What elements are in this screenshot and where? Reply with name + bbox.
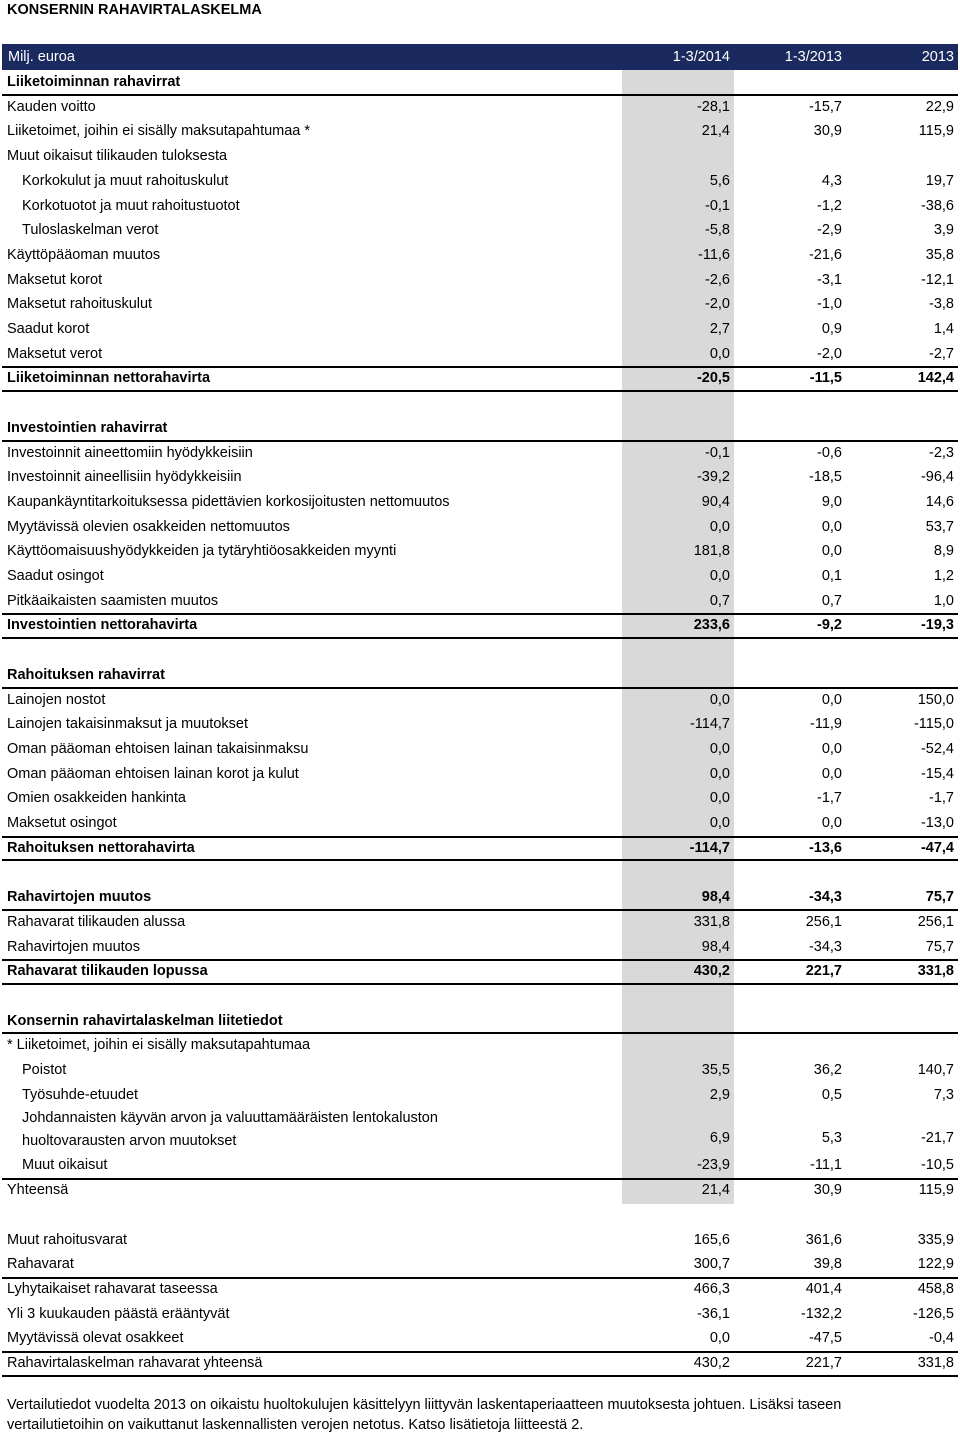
row-label: Muut oikaisut tilikauden tuloksesta [7, 148, 228, 165]
row-value-col-3: -21,7 [920, 1130, 954, 1147]
table-row [0, 169, 960, 194]
row-value-col-3: 256,1 [917, 913, 954, 930]
row-value-col-1: 0,0 [709, 568, 730, 584]
table-row-two-line [0, 1107, 960, 1154]
row-value-col-2: -132,2 [800, 1305, 842, 1322]
table-row [0, 737, 960, 762]
row-value-col-2: 256,1 [805, 913, 842, 930]
row-value-col-2: 0,7 [821, 592, 842, 609]
row-value-col-2: -13,6 [808, 839, 842, 856]
row-label: * Liiketoimet, joihin ei sisälly maksutapahtumaa [7, 1037, 311, 1054]
table-row [0, 959, 960, 984]
header-col-2013: 2013 [921, 49, 954, 65]
row-value-col-3: 7,3 [933, 1086, 954, 1103]
row-value-col-3: 458,8 [917, 1280, 954, 1297]
row-value-col-3: 22,9 [925, 98, 954, 115]
table-row [0, 712, 960, 737]
row-label: Lyhytaikaiset rahavarat taseessa [7, 1280, 218, 1297]
row-label: Käyttöpääoman muutos [7, 246, 161, 263]
table-row [0, 1083, 960, 1108]
table-row [0, 1058, 960, 1083]
row-label: Kauden voitto [7, 98, 96, 115]
header-col-1-3-2013: 1-3/2013 [784, 49, 842, 65]
row-value-col-2: -1,2 [817, 197, 842, 214]
row-label: Rahavirtalaskelman rahavarat yhteensä [7, 1355, 263, 1371]
row-value-col-1: -5,8 [705, 222, 730, 239]
table-row [0, 194, 960, 219]
row-label: Investointien rahavirrat [7, 419, 168, 436]
table-row [0, 515, 960, 540]
row-value-col-3: -0,4 [929, 1330, 954, 1347]
row-label: Oman pääoman ehtoisen lainan korot ja kulut [7, 765, 299, 782]
row-value-col-1: 0,0 [709, 1330, 730, 1347]
footnote-line-1: Vertailutiedot vuodelta 2013 on oikaistu huoltokulujen käsittelyyn liittyvän laskentaperiaatteen muutoksesta johtuen. Lisäksi taseen [7, 1397, 842, 1413]
row-value-col-3: 335,9 [917, 1231, 954, 1248]
row-value-col-1: 0,0 [709, 740, 730, 757]
row-label: Työsuhde-etuudet [22, 1086, 139, 1103]
row-value-col-3: -13,0 [920, 815, 954, 831]
table-row [0, 95, 960, 120]
row-value-col-3: 331,8 [917, 963, 954, 980]
row-value-col-3: 53,7 [925, 518, 954, 535]
row-value-col-1: -39,2 [696, 469, 730, 486]
row-value-col-3: 19,7 [925, 172, 954, 189]
footnote [7, 1395, 953, 1435]
row-value-col-1: -2,0 [705, 296, 730, 313]
row-value-col-1: 430,2 [693, 963, 730, 980]
table-row [0, 1351, 960, 1376]
spacer-row [0, 638, 960, 663]
row-value-col-3: -3,8 [929, 296, 954, 313]
row-value-col-3: -126,5 [912, 1305, 954, 1322]
row-value-col-3: -38,6 [920, 197, 954, 214]
row-label: Pitkäaikaisten saamisten muutos [7, 592, 219, 609]
table-row [0, 268, 960, 293]
row-label: Omien osakkeiden hankinta [7, 790, 186, 807]
row-value-col-3: -15,4 [920, 765, 954, 782]
row-value-col-1: 21,4 [701, 1182, 730, 1199]
row-value-col-1: 300,7 [693, 1256, 730, 1273]
table-row [0, 490, 960, 515]
row-value-col-2: -21,6 [808, 246, 842, 263]
spacer-row [0, 984, 960, 1009]
table-row [0, 885, 960, 910]
row-label: Lainojen takaisinmaksut ja muutokset [7, 716, 248, 733]
table-row [0, 70, 960, 95]
row-value-col-3: 14,6 [925, 493, 954, 510]
row-label: Korkokulut ja muut rahoituskulut [22, 172, 229, 189]
row-label: Käyttöomaisuushyödykkeiden ja tytäryhtiöosakkeiden myynti [7, 543, 397, 560]
row-value-col-1: 466,3 [693, 1280, 730, 1297]
table-row [0, 539, 960, 564]
row-value-col-1: 0,0 [709, 815, 730, 831]
row-value-col-2: -11,1 [810, 1157, 842, 1174]
row-label: Rahoituksen rahavirrat [7, 666, 165, 683]
row-value-col-2: 0,0 [821, 691, 842, 708]
row-value-col-1: 6,9 [709, 1130, 730, 1147]
row-value-col-3: -19,3 [920, 617, 954, 634]
row-value-col-3: 150,0 [917, 691, 954, 708]
row-value-col-3: 115,9 [918, 1182, 954, 1199]
row-label: Myytävissä olevien osakkeiden nettomuutos [7, 518, 290, 535]
row-value-col-1: 2,9 [709, 1086, 730, 1103]
row-value-col-2: 0,0 [821, 765, 842, 782]
table-row [0, 836, 960, 861]
row-label: Maksetut verot [7, 345, 103, 362]
row-label: Rahoituksen nettorahavirta [7, 839, 195, 856]
table-row [0, 1178, 960, 1203]
row-value-col-3: 1,0 [933, 592, 954, 609]
row-value-col-1: -28,1 [696, 98, 730, 115]
spacer-row [0, 860, 960, 885]
row-value-col-3: 35,8 [925, 246, 954, 263]
rule-line [2, 1375, 958, 1377]
row-value-col-3: -2,3 [929, 444, 954, 461]
row-value-col-1: -23,9 [696, 1157, 730, 1174]
row-label: Liiketoiminnan nettorahavirta [7, 370, 211, 387]
table-row [0, 1252, 960, 1277]
row-value-col-3: 1,2 [933, 568, 954, 584]
row-value-col-1: 430,2 [693, 1355, 730, 1371]
row-label: Maksetut osingot [7, 815, 117, 831]
table-row [0, 292, 960, 317]
row-value-col-2: 30,9 [813, 123, 842, 140]
row-value-col-2: 361,6 [805, 1231, 842, 1248]
row-label: Investointien nettorahavirta [7, 617, 198, 634]
row-label-line-1: Johdannaisten käyvän arvon ja valuuttamääräisten lentokaluston [22, 1110, 438, 1127]
row-value-col-3: 140,7 [917, 1062, 954, 1078]
row-value-col-1: 5,6 [709, 172, 730, 189]
table-row [0, 688, 960, 713]
row-label: Maksetut rahoituskulut [7, 296, 153, 313]
row-label: Konsernin rahavirtalaskelman liitetiedot [7, 1012, 283, 1029]
row-label: Rahavirtojen muutos [7, 938, 140, 955]
row-value-col-1: -114,7 [689, 839, 730, 856]
row-value-col-1: 0,7 [709, 592, 730, 609]
row-value-col-1: -114,7 [689, 716, 730, 733]
row-value-col-2: 30,9 [813, 1182, 842, 1199]
row-label: Rahavirtojen muutos [7, 889, 152, 906]
row-value-col-2: 0,5 [821, 1086, 842, 1103]
row-value-col-1: 233,6 [693, 617, 730, 634]
row-label: Investoinnit aineettomiin hyödykkeisiin [7, 444, 253, 461]
row-value-col-2: -2,9 [817, 222, 842, 239]
table-row [0, 910, 960, 935]
row-value-col-3: -12,1 [920, 271, 954, 288]
table-row [0, 811, 960, 836]
header-col-1-3-2014: 1-3/2014 [672, 49, 730, 65]
row-value-col-2: -34,3 [808, 938, 842, 955]
table-row [0, 613, 960, 638]
row-value-col-2: -15,7 [808, 98, 842, 115]
row-value-col-2: 0,0 [821, 543, 842, 560]
row-label: Muut rahoitusvarat [7, 1231, 128, 1248]
row-value-col-1: 0,0 [709, 765, 730, 782]
row-value-col-1: 0,0 [709, 345, 730, 362]
table-row [0, 589, 960, 614]
row-value-col-2: 5,3 [821, 1130, 842, 1147]
row-label: Korkotuotot ja muut rahoitustuotot [22, 197, 240, 214]
row-value-col-1: 331,8 [693, 913, 730, 930]
row-value-col-2: -11,5 [809, 370, 842, 387]
row-label: Rahavarat tilikauden alussa [7, 913, 186, 930]
row-value-col-2: -0,6 [817, 444, 842, 461]
spacer-row [0, 1203, 960, 1228]
table-row [0, 1277, 960, 1302]
row-value-col-2: 0,1 [821, 568, 842, 584]
row-value-col-1: 35,5 [701, 1062, 730, 1078]
row-label: Rahavarat tilikauden lopussa [7, 963, 208, 980]
row-value-col-1: -0,1 [705, 444, 730, 461]
table-row [0, 786, 960, 811]
row-value-col-3: -52,4 [920, 740, 954, 757]
row-value-col-3: 115,9 [918, 123, 954, 140]
row-value-col-3: 1,4 [933, 321, 954, 337]
row-value-col-3: -115,0 [913, 716, 954, 733]
row-value-col-1: -2,6 [705, 271, 730, 288]
table-row [0, 144, 960, 169]
row-label: Rahavarat [7, 1256, 74, 1273]
row-label: Tuloslaskelman verot [22, 222, 159, 239]
row-value-col-1: -11,6 [698, 246, 730, 263]
spacer-row [0, 391, 960, 416]
table-row [0, 762, 960, 787]
table-row [0, 1009, 960, 1034]
row-label: Kaupankäyntitarkoituksessa pidettävien korkosijoitusten nettomuutos [7, 493, 450, 510]
row-label: Myytävissä olevat osakkeet [7, 1330, 184, 1347]
table-row [0, 465, 960, 490]
table-row [0, 218, 960, 243]
row-value-col-2: -2,0 [817, 345, 842, 362]
table-row [0, 1228, 960, 1253]
row-value-col-2: -18,5 [808, 469, 842, 486]
table-row [0, 1302, 960, 1327]
table-row [0, 119, 960, 144]
row-label: Lainojen nostot [7, 691, 106, 708]
row-value-col-2: 39,8 [813, 1256, 842, 1273]
row-label: Maksetut korot [7, 271, 103, 288]
page-title: KONSERNIN RAHAVIRTALASKELMA [7, 2, 262, 18]
table-row [0, 935, 960, 960]
row-value-col-3: 75,7 [925, 889, 954, 906]
row-label: Saadut osingot [7, 568, 104, 584]
row-label: Oman pääoman ehtoisen lainan takaisinmaksu [7, 740, 309, 757]
row-value-col-1: 98,4 [701, 889, 730, 906]
row-value-col-3: 122,9 [917, 1256, 954, 1273]
row-value-col-1: 2,7 [709, 321, 730, 337]
row-value-col-3: 3,9 [933, 222, 954, 239]
table-row [0, 1033, 960, 1058]
row-value-col-1: -36,1 [696, 1305, 730, 1322]
row-label: Saadut korot [7, 321, 90, 337]
row-value-col-3: -96,4 [920, 469, 954, 486]
row-value-col-3: -1,7 [929, 790, 954, 807]
row-value-col-3: 331,8 [917, 1355, 954, 1371]
row-value-col-2: -9,2 [817, 617, 842, 634]
row-value-col-2: -3,1 [817, 271, 842, 288]
row-label: Poistot [22, 1062, 67, 1078]
row-value-col-2: 0,0 [821, 740, 842, 757]
row-value-col-2: 0,0 [821, 815, 842, 831]
row-label: Yli 3 kuukauden päästä erääntyvät [7, 1305, 230, 1322]
row-value-col-1: 0,0 [709, 518, 730, 535]
table-row [0, 416, 960, 441]
row-value-col-1: -20,5 [696, 370, 730, 387]
row-label: Liiketoiminnan rahavirrat [7, 74, 181, 90]
row-value-col-1: 0,0 [709, 691, 730, 708]
row-value-col-1: 0,0 [709, 790, 730, 807]
header-unit: Milj. euroa [8, 49, 75, 65]
table-row [0, 441, 960, 466]
row-value-col-2: -47,5 [808, 1330, 842, 1347]
row-value-col-3: 75,7 [925, 938, 954, 955]
table-row [0, 342, 960, 367]
row-value-col-2: 221,7 [805, 1355, 842, 1371]
table-row [0, 243, 960, 268]
row-label: Investoinnit aineellisiin hyödykkeisiin [7, 469, 242, 486]
row-value-col-2: 4,3 [821, 172, 842, 189]
row-value-col-1: 21,4 [701, 123, 730, 140]
row-value-col-2: 401,4 [805, 1280, 842, 1297]
row-value-col-2: -11,9 [810, 716, 842, 733]
row-label: Yhteensä [7, 1182, 69, 1199]
row-value-col-2: 9,0 [821, 493, 842, 510]
row-label: Liiketoimet, joihin ei sisälly maksutapahtumaa * [7, 123, 311, 140]
row-value-col-2: -1,0 [817, 296, 842, 313]
row-value-col-2: 36,2 [813, 1062, 842, 1078]
row-value-col-3: -47,4 [920, 839, 954, 856]
row-value-col-1: 181,8 [693, 543, 730, 560]
table-row [0, 1153, 960, 1178]
table-row [0, 317, 960, 342]
row-value-col-2: 221,7 [805, 963, 842, 980]
row-value-col-1: 98,4 [701, 938, 730, 955]
table-row [0, 1326, 960, 1351]
footnote-line-2: vertailutietoihin on vaikuttanut laskennallisten verojen netotus. Katso lisätietoja liitteestä 2. [7, 1417, 584, 1433]
table-row [0, 663, 960, 688]
row-value-col-2: 0,0 [821, 518, 842, 535]
row-value-col-3: 142,4 [917, 370, 954, 387]
row-value-col-2: -1,7 [817, 790, 842, 807]
row-label-line-2: huoltovarausten arvon muutokset [22, 1133, 237, 1150]
row-value-col-3: -10,5 [920, 1157, 954, 1174]
row-value-col-2: -34,3 [808, 889, 842, 906]
table-row [0, 366, 960, 391]
row-value-col-2: 0,9 [821, 321, 842, 337]
row-value-col-3: 8,9 [933, 543, 954, 560]
row-value-col-1: 165,6 [693, 1231, 730, 1248]
table-row [0, 564, 960, 589]
row-value-col-1: 90,4 [701, 493, 730, 510]
row-value-col-3: -2,7 [929, 345, 954, 362]
row-value-col-1: -0,1 [705, 197, 730, 214]
row-label: Muut oikaisut [22, 1157, 108, 1174]
